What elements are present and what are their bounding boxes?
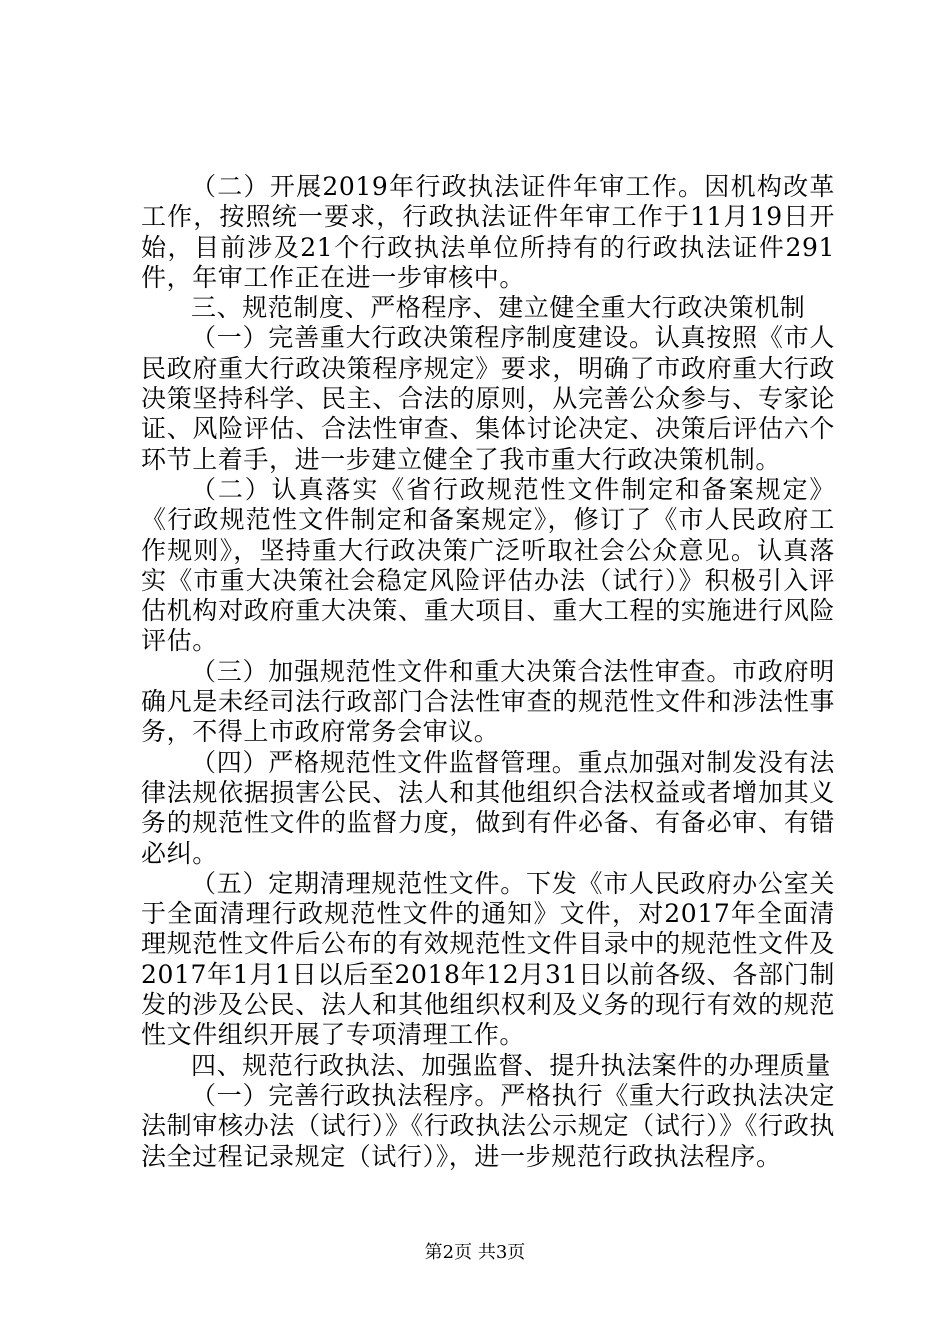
- paragraph-decision-procedure: （一）完善重大行政决策程序制度建设。认真按照《市人民政府重大行政决策程序规定》要求，明确了市政府重大行政决策坚持科学、民主、合法的原则，从完善公众参与、专家论证、风险评估、合法性审查、集体讨论决定、决策后评估六个环节上着手，进一步建立健全了我市重大行政决策机制。: [141, 323, 835, 474]
- paragraph-enforcement-procedure: （一）完善行政执法程序。严格执行《重大行政执法决定法制审核办法（试行）》《行政执法公示规定（试行）》《行政执法全过程记录规定（试行）》，进一步规范行政执法程序。: [141, 1080, 835, 1171]
- document-body: [141, 172, 835, 1172]
- paragraph-annual-review: （二）开展2019年行政执法证件年审工作。因机构改革工作，按照统一要求，行政执法证件年审工作于11月19日开始，目前涉及21个行政执法单位所持有的行政执法证件291件，年审工作正在进一步审核中。: [141, 172, 835, 292]
- paragraph-implement-regulations: （二）认真落实《省行政规范性文件制定和备案规定》《行政规范性文件制定和备案规定》，修订了《市人民政府工作规则》，坚持重大行政决策广泛听取社会公众意见。认真落实《市重大决策社会稳定风险评估办法（试行）》积极引入评估机构对政府重大决策、重大项目、重大工程的实施进行风险评估。: [141, 474, 835, 656]
- section-heading-3: 三、规范制度、严格程序、建立健全重大行政决策机制: [191, 293, 806, 323]
- page-number-footer: 第2页 共3页: [424, 1242, 526, 1263]
- paragraph-cleanup: （五）定期清理规范性文件。下发《市人民政府办公室关于全面清理行政规范性文件的通知》文件，对2017年全面清理规范性文件后公布的有效规范性文件目录中的规范性文件及2017年1月1日以后至2018年12月31日以前各级、各部门制发的涉及公民、法人和其他组织权利及义务的现行有效的规范性文件组织开展了专项清理工作。: [141, 868, 835, 1050]
- section-heading-4: 四、规范行政执法、加强监督、提升执法案件的办理质量: [191, 1050, 832, 1080]
- paragraph-legality-review: （三）加强规范性文件和重大决策合法性审查。市政府明确凡是未经司法行政部门合法性审查的规范性文件和涉法性事务，不得上市政府常务会审议。: [141, 656, 835, 747]
- paragraph-supervision: （四）严格规范性文件监督管理。重点加强对制发没有法律法规依据损害公民、法人和其他组织合法权益或者增加其义务的规范性文件的监督力度，做到有件必备、有备必审、有错必纠。: [141, 747, 835, 868]
